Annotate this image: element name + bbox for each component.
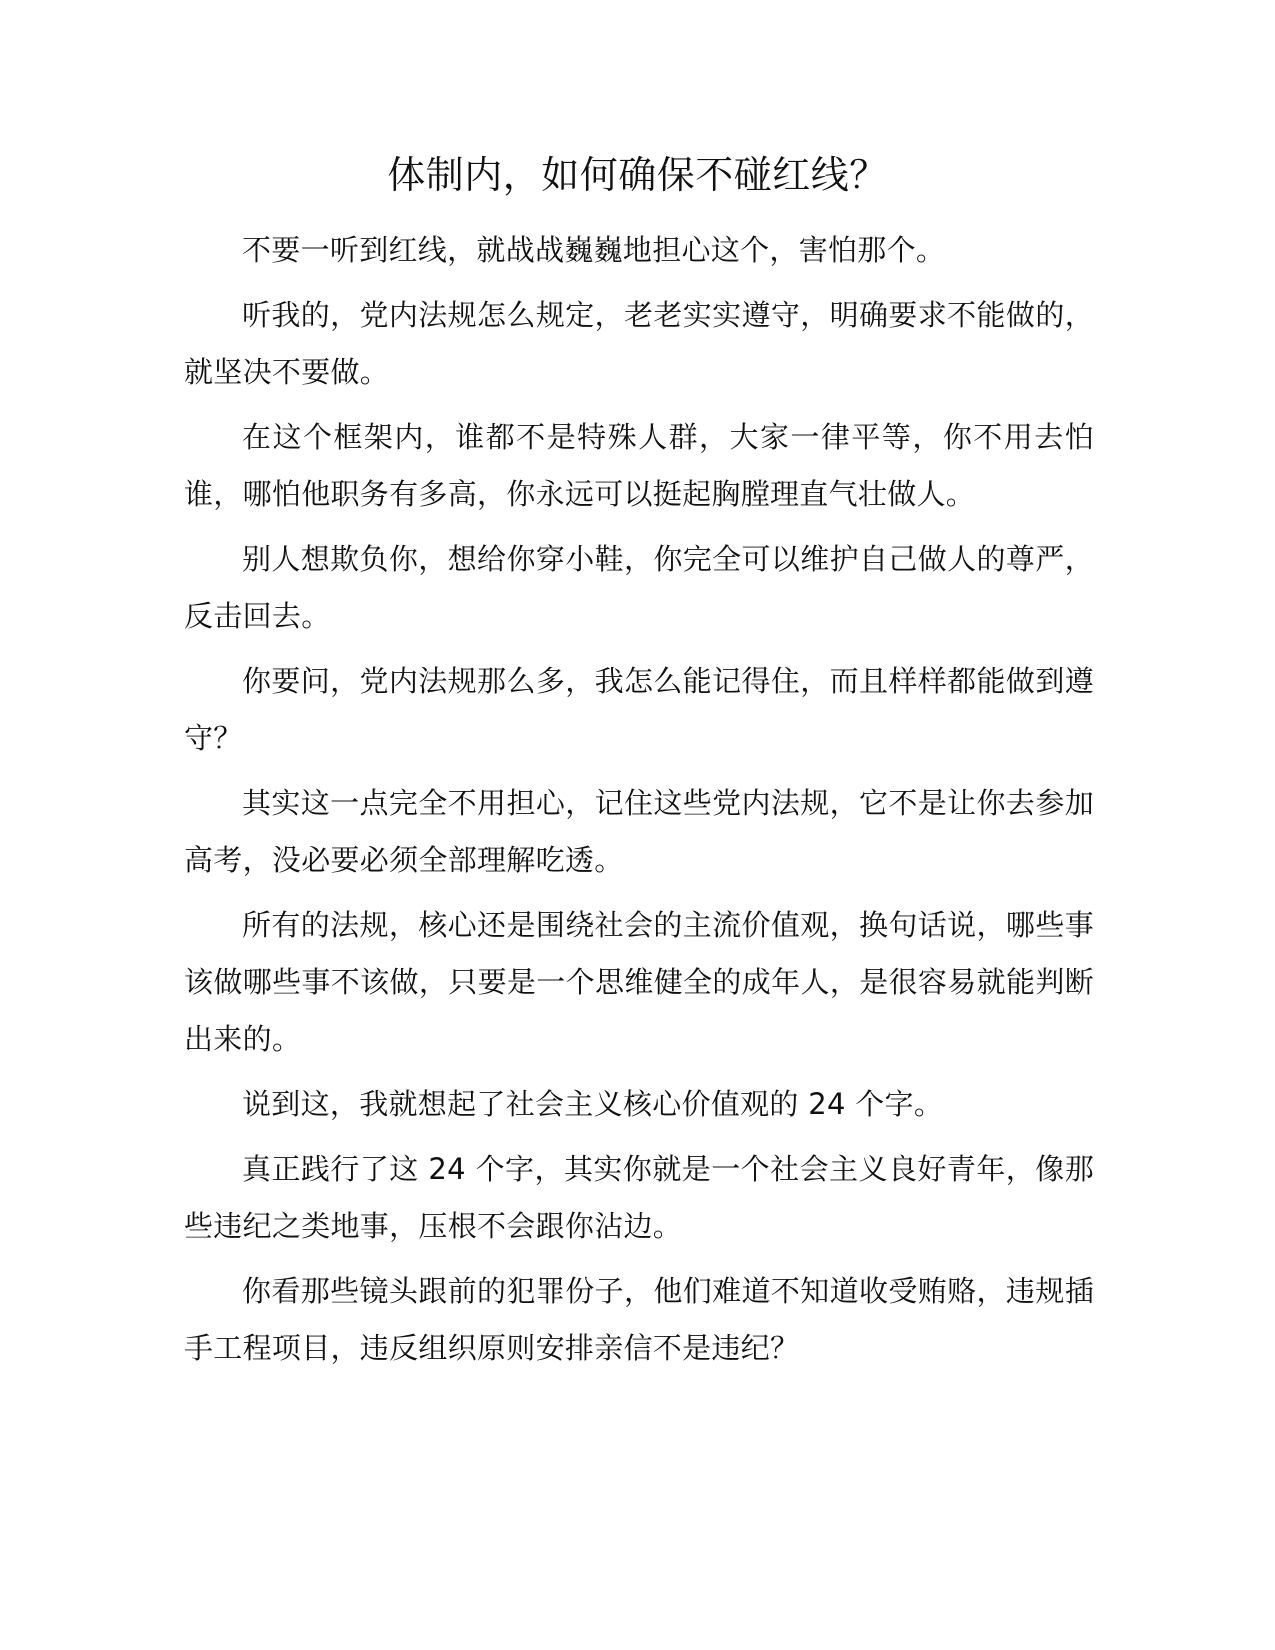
- paragraph-7: 所有的法规，核心还是围绕社会的主流价值观，换句话说，哪些事该做哪些事不该做，只要是一个思维健全的成年人，是很容易就能判断出来的。: [184, 908, 1094, 1056]
- document-title: 体制内，如何确保不碰红线？: [387, 153, 888, 197]
- paragraph-9: 真正践行了这 24 个字，其实你就是一个社会主义良好青年，像那些违纪之类地事，压根不会跟你沾边。: [184, 1152, 1094, 1243]
- paragraph-1: 不要一听到红线，就战战巍巍地担心这个，害怕那个。: [242, 233, 946, 267]
- paragraph-2: 听我的，党内法规怎么规定，老老实实遵守，明确要求不能做的，就坚决不要做。: [184, 298, 1094, 389]
- paragraph-5: 你要问，党内法规那么多，我怎么能记得住，而且样样都能做到遵守？: [184, 664, 1094, 755]
- document-body: [184, 222, 1094, 1385]
- paragraph-4: 别人想欺负你，想给你穿小鞋，你完全可以维护自己做人的尊严，反击回去。: [184, 542, 1094, 633]
- paragraph-8: 说到这，我就想起了社会主义核心价值观的 24 个字。: [242, 1087, 944, 1121]
- paragraph-3: 在这个框架内，谁都不是特殊人群，大家一律平等，你不用去怕谁，哪怕他职务有多高，你永远可以挺起胸膛理直气壮做人。: [184, 420, 1094, 511]
- paragraph-10: 你看那些镜头跟前的犯罪份子，他们难道不知道收受贿赂，违规插手工程项目，违反组织原则安排亲信不是违纪？: [184, 1274, 1094, 1365]
- paragraph-6: 其实这一点完全不用担心，记住这些党内法规，它不是让你去参加高考，没必要必须全部理解吃透。: [184, 786, 1094, 877]
